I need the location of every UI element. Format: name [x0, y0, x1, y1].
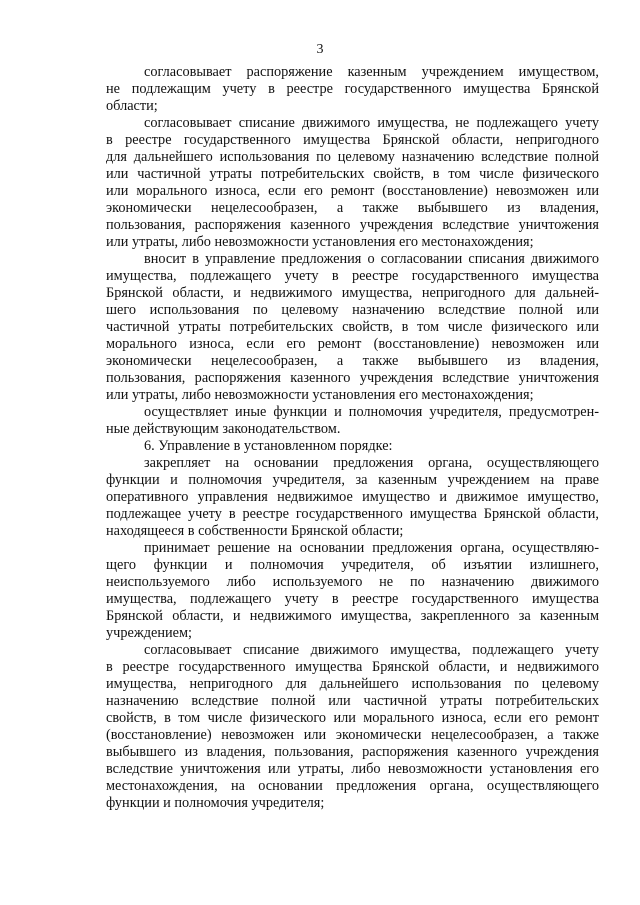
text-line: закрепляет на основании предложения органа, осуществляющего: [144, 455, 599, 471]
text-line: для дальнейшего использования по целевому назначению вследствие полной: [106, 149, 599, 165]
text-line: функции и полномочия учредителя;: [106, 795, 325, 811]
paragraph: [106, 540, 599, 642]
text-line: выбывшего из владения, пользования, распоряжения казенного учреждения: [106, 744, 599, 760]
text-line: осуществляет иные функции и полномочия учредителя, предусмотрен-: [144, 404, 599, 420]
text-line: ные действующим законодательством.: [106, 421, 341, 437]
text-line: согласовывает списание движимого имущества, подлежащего учету: [144, 642, 599, 658]
text-line: или морального износа, если его ремонт (восстановление) невозможен или: [106, 183, 599, 199]
text-line: местонахождения, на основании предложения органа, осуществляющего: [106, 778, 599, 794]
text-line: функции и полномочия учредителя, за казенным учреждением на праве: [106, 472, 599, 488]
paragraph: [106, 115, 599, 251]
text-line: имущества, подлежащего учету в реестре государственного имущества: [106, 591, 599, 607]
paragraph: [106, 64, 599, 115]
text-line: пользования, распоряжения казенного учреждения вследствие уничтожения: [106, 370, 599, 386]
text-line: экономически нецелесообразен, а также выбывшего из владения,: [106, 353, 599, 369]
text-line: Брянской области, и недвижимого имущества, закрепленного за казенным: [106, 608, 599, 624]
text-line: или частичной утраты потребительских свойств, в том числе физического: [106, 166, 599, 182]
text-line: назначению вследствие полной или частичной утраты потребительских: [106, 693, 599, 709]
text-line: учреждением;: [106, 625, 192, 641]
text-line: области;: [106, 98, 158, 114]
text-line: шего использования по целевому назначению вследствие полной или: [106, 302, 599, 318]
text-line: (восстановление) невозможен или экономически нецелесообразен, а также: [106, 727, 599, 743]
text-line: в реестре государственного имущества Брянской области, и недвижимого: [106, 659, 599, 675]
text-line: имущества, непригодного для дальнейшего использования по целевому: [106, 676, 599, 692]
text-line: находящееся в собственности Брянской области;: [106, 523, 404, 539]
text-line: согласовывает распоряжение казенным учреждением имуществом,: [144, 64, 599, 80]
text-line: свойств, в том числе физического или морального износа, если его ремонт: [106, 710, 599, 726]
text-line: или утраты, либо невозможности установления его местонахождения;: [106, 387, 534, 403]
document-body: [106, 64, 599, 812]
text-line: экономически нецелесообразен, а также выбывшего из владения,: [106, 200, 599, 216]
page-number: 3: [316, 42, 324, 57]
text-line: не подлежащим учету в реестре государственного имущества Брянской: [106, 81, 599, 97]
text-line: оперативного управления недвижимое имущество и движимое имущество,: [106, 489, 599, 505]
text-line: щего функции и полномочия учредителя, об изъятии излишнего,: [106, 557, 599, 573]
text-line: имущества, подлежащего учету в реестре государственного имущества: [106, 268, 599, 284]
paragraph: [106, 455, 599, 540]
text-line: в реестре государственного имущества Брянской области, непригодного: [106, 132, 599, 148]
text-line: подлежащее учету в реестре государственного имущества Брянской области,: [106, 506, 599, 522]
text-line: частичной утраты потребительских свойств, в том числе физического или: [106, 319, 599, 335]
text-line: неиспользуемого либо используемого не по назначению движимого: [106, 574, 599, 590]
text-line: пользования, распоряжения казенного учреждения вследствие уничтожения: [106, 217, 599, 233]
text-line: согласовывает списание движимого имущества, не подлежащего учету: [144, 115, 599, 131]
text-line: вносит в управление предложения о согласовании списания движимого: [144, 251, 599, 267]
paragraph: [106, 251, 599, 404]
paragraph: [106, 438, 599, 455]
paragraph: [106, 404, 599, 438]
text-line: Брянской области, и недвижимого имущества, непригодного для дальней-: [106, 285, 599, 301]
text-line: морального износа, если его ремонт (восстановление) невозможен или: [106, 336, 599, 352]
text-line: вследствие уничтожения или утраты, либо невозможности установления его: [106, 761, 599, 777]
paragraph: [106, 642, 599, 812]
text-line: 6. Управление в установленном порядке:: [144, 438, 393, 454]
text-line: принимает решение на основании предложения органа, осуществляю-: [144, 540, 599, 556]
text-line: или утраты, либо невозможности установления его местонахождения;: [106, 234, 534, 250]
